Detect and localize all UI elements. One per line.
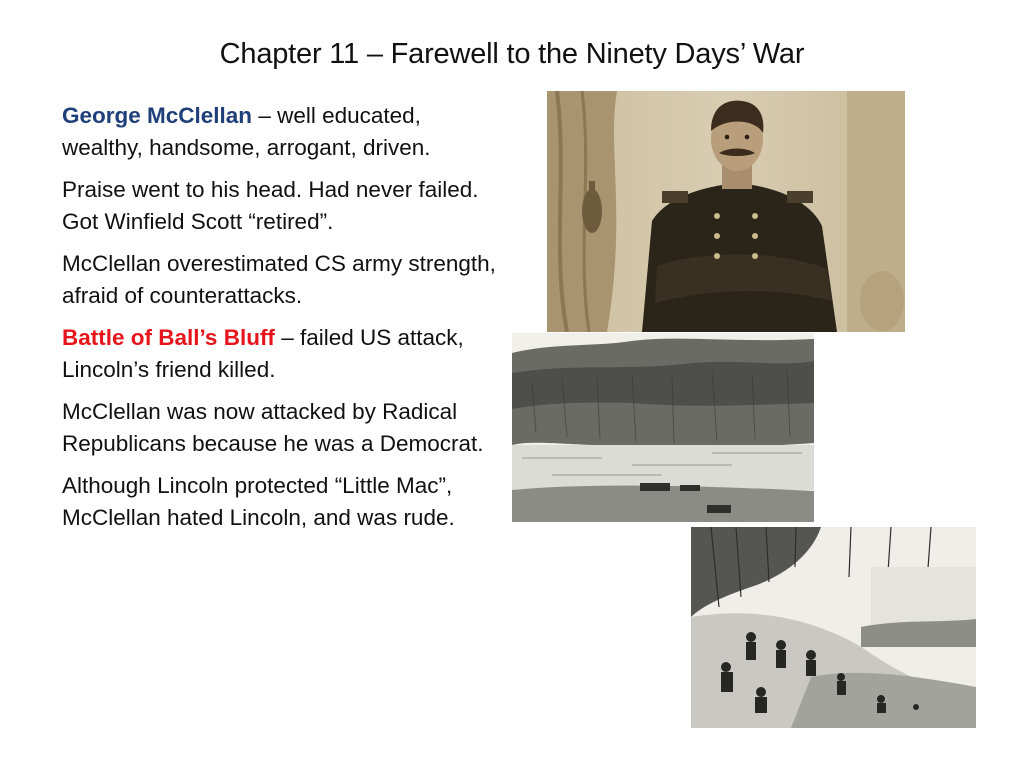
paragraph-text: – well educated, wealthy, handsome, arrogant, driven. xyxy=(62,103,431,160)
paragraph-praise: Praise went to his head. Had never failed. Got Winfield Scott “retired”. xyxy=(62,177,479,234)
paragraph-radical-republicans: McClellan was now attacked by Radical Republicans because he was a Democrat. xyxy=(62,399,484,456)
slide-body-text xyxy=(62,100,502,544)
paragraph-text: – failed US attack, Lincoln’s friend killed. xyxy=(62,325,464,382)
paragraph-mcclellan xyxy=(62,100,502,164)
mcclellan-portrait-image xyxy=(547,91,905,332)
paragraph-overestimated: McClellan overestimated CS army strength, afraid of counterattacks. xyxy=(62,251,496,308)
paragraph-balls-bluff xyxy=(62,322,502,386)
slide-title: Chapter 11 – Farewell to the Ninety Days’ War xyxy=(219,38,805,70)
highlight-battle-of-balls-bluff: Battle of Ball’s Bluff xyxy=(62,325,275,350)
river-bluff-engraving-image xyxy=(512,333,814,522)
battle-engraving-image xyxy=(691,527,976,728)
paragraph-lincoln: Although Lincoln protected “Little Mac”, McClellan hated Lincoln, and was rude. xyxy=(62,473,455,530)
highlight-george-mcclellan: George McClellan xyxy=(62,103,253,128)
